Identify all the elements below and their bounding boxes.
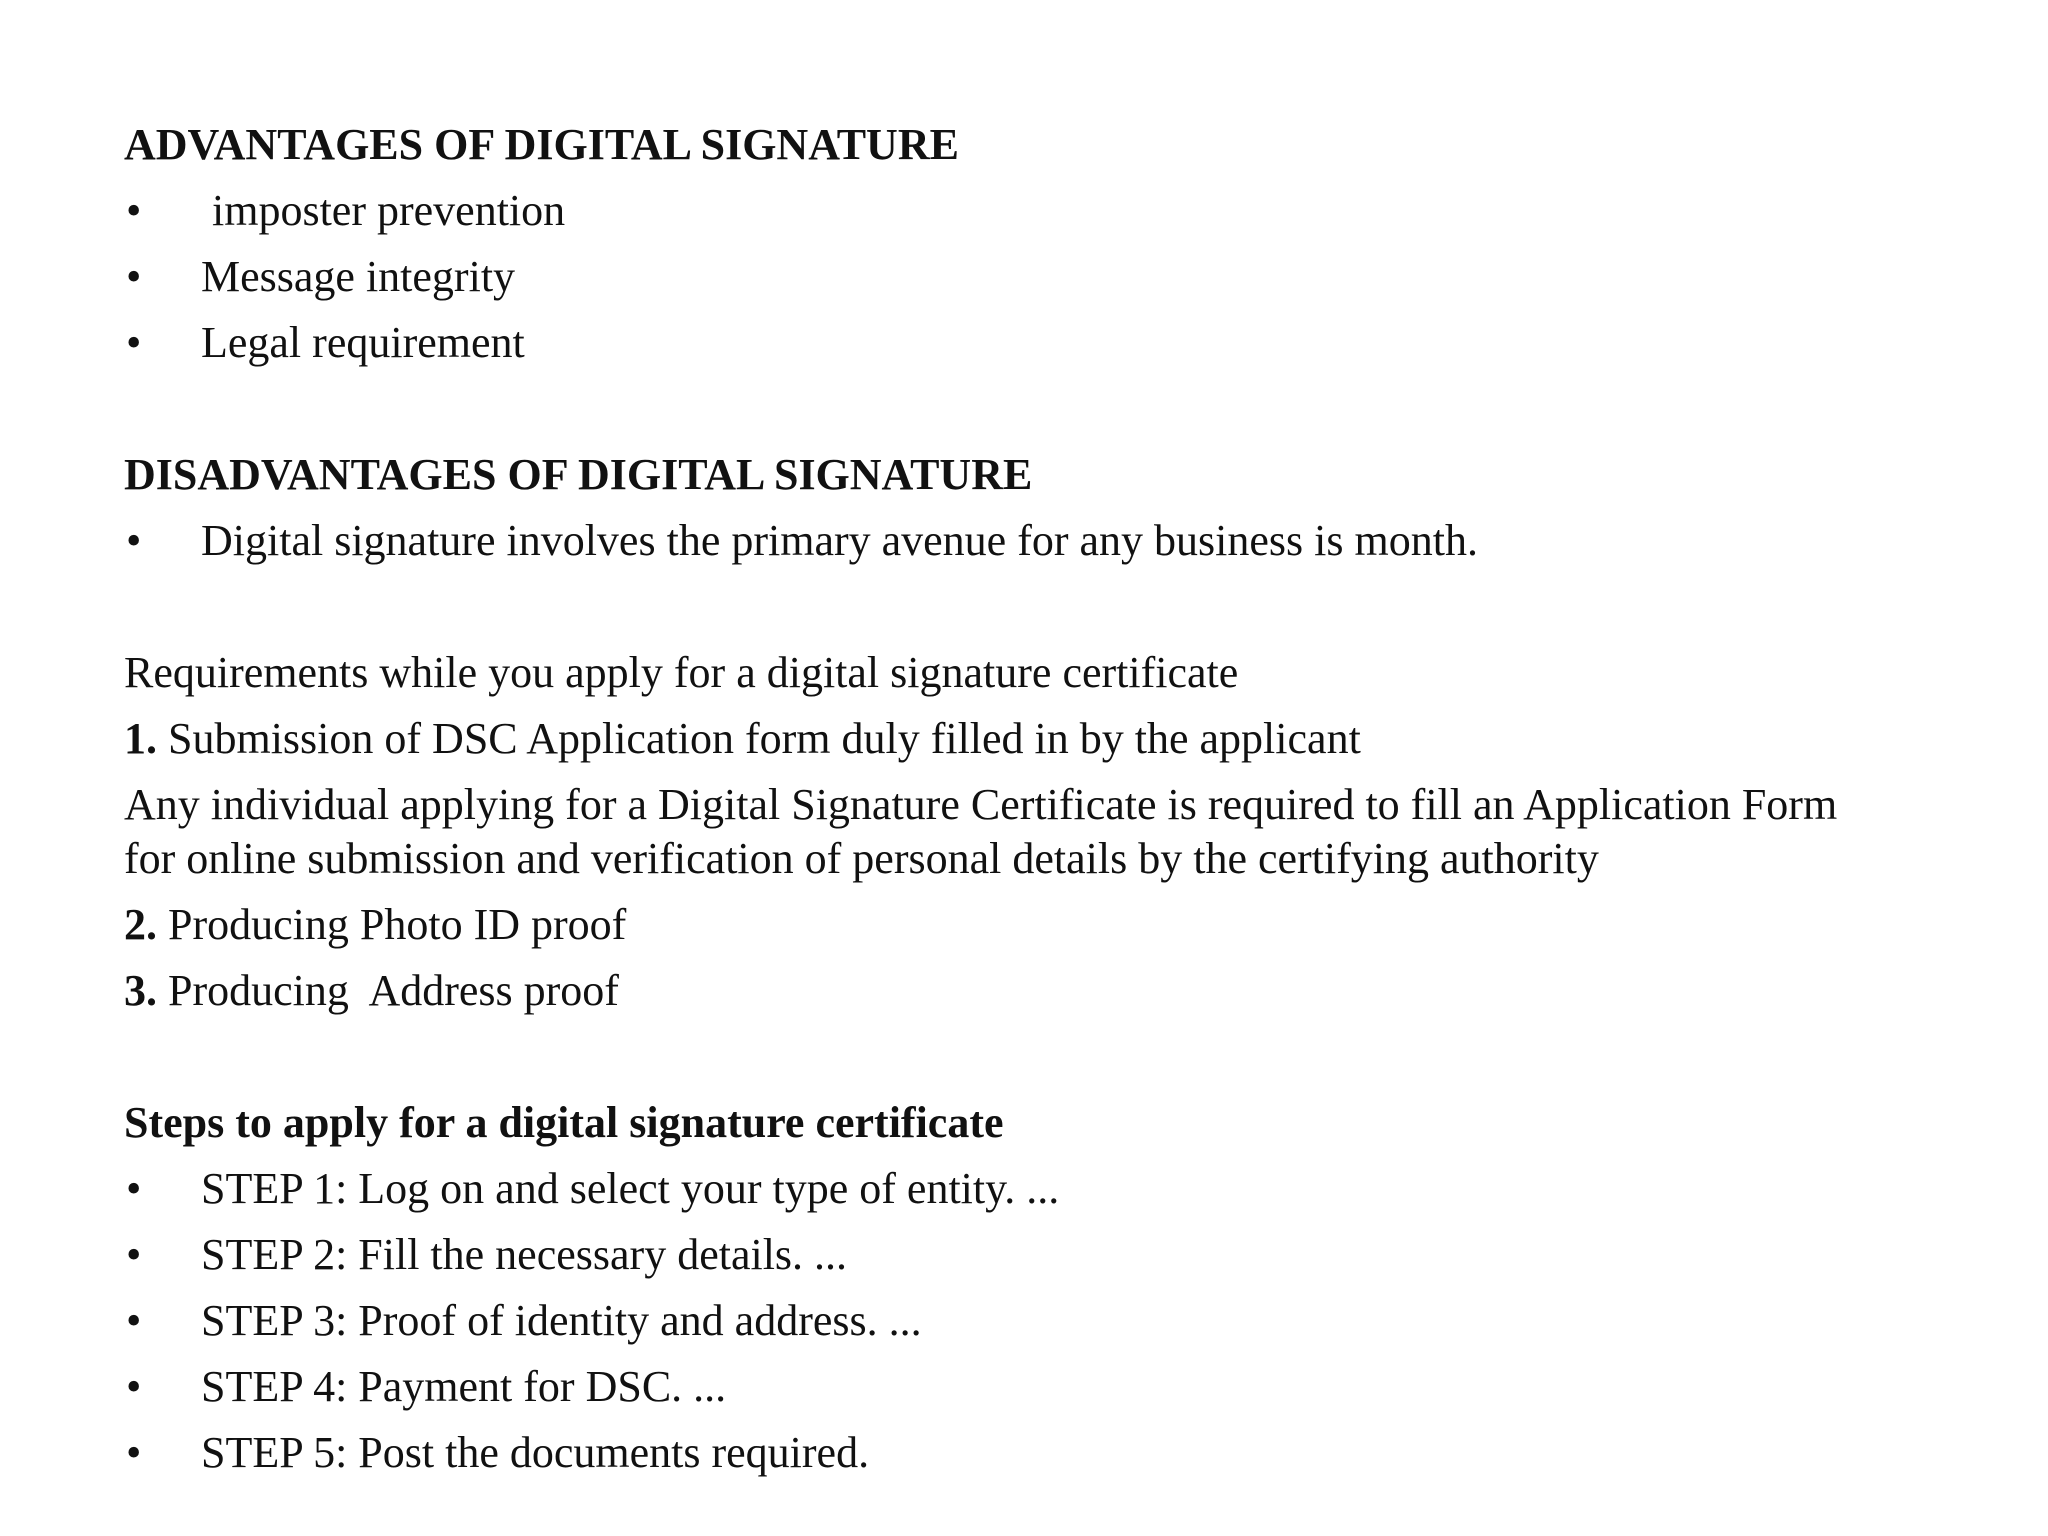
bullet-icon: • xyxy=(126,1428,142,1477)
bullet-icon: • xyxy=(126,252,142,301)
requirements-intro: Requirements while you apply for a digital signature certificate xyxy=(124,648,1239,697)
spacer xyxy=(124,376,1984,442)
advantage-item xyxy=(124,244,1984,310)
requirement-number: 2. xyxy=(124,900,157,949)
disadvantage-text: Digital signature involves the primary avenue for any business is month. xyxy=(201,516,1478,565)
bullet-icon: • xyxy=(126,516,142,565)
requirement-item-3 xyxy=(124,958,1984,1024)
steps-heading: Steps to apply for a digital signature certificate xyxy=(124,1098,1004,1147)
step-text: STEP 4: Payment for DSC. ... xyxy=(201,1362,727,1411)
disadvantage-item xyxy=(124,508,1984,574)
step-text: STEP 3: Proof of identity and address. ... xyxy=(201,1296,922,1345)
requirement-text: Producing Photo ID proof xyxy=(168,900,627,949)
requirement-number: 1. xyxy=(124,714,157,763)
requirement-item-1 xyxy=(124,706,1984,772)
requirement-description xyxy=(124,772,1984,892)
step-text: STEP 2: Fill the necessary details. ... xyxy=(201,1230,848,1279)
step-item xyxy=(124,1354,1984,1420)
description-line: for online submission and verification of personal details by the certifying authority xyxy=(124,834,1599,883)
spacer xyxy=(124,1024,1984,1090)
document-page xyxy=(124,112,1984,1486)
step-item xyxy=(124,1222,1984,1288)
bullet-icon: • xyxy=(126,318,142,367)
advantage-text: Message integrity xyxy=(201,252,516,301)
advantage-item xyxy=(124,310,1984,376)
advantage-text: Legal requirement xyxy=(201,318,525,367)
advantage-item xyxy=(124,178,1984,244)
step-text: STEP 5: Post the documents required. xyxy=(201,1428,870,1477)
step-text: STEP 1: Log on and select your type of entity. ... xyxy=(201,1164,1060,1213)
requirement-text: Producing Address proof xyxy=(168,966,619,1015)
bullet-icon: • xyxy=(126,186,142,235)
step-item xyxy=(124,1156,1984,1222)
requirement-text: Submission of DSC Application form duly filled in by the applicant xyxy=(157,714,1361,763)
advantage-text: imposter prevention xyxy=(201,186,566,235)
description-line: Any individual applying for a Digital Signature Certificate is required to fill an Application Form xyxy=(124,780,1838,829)
disadvantages-heading: DISADVANTAGES OF DIGITAL SIGNATURE xyxy=(124,450,1033,499)
step-item xyxy=(124,1288,1984,1354)
bullet-icon: • xyxy=(126,1296,142,1345)
step-item xyxy=(124,1420,1984,1486)
advantages-heading: ADVANTAGES OF DIGITAL SIGNATURE xyxy=(124,120,959,169)
bullet-icon: • xyxy=(126,1230,142,1279)
bullet-icon: • xyxy=(126,1164,142,1213)
spacer xyxy=(124,574,1984,640)
requirement-item-2 xyxy=(124,892,1984,958)
requirement-number: 3. xyxy=(124,966,157,1015)
bullet-icon: • xyxy=(126,1362,142,1411)
